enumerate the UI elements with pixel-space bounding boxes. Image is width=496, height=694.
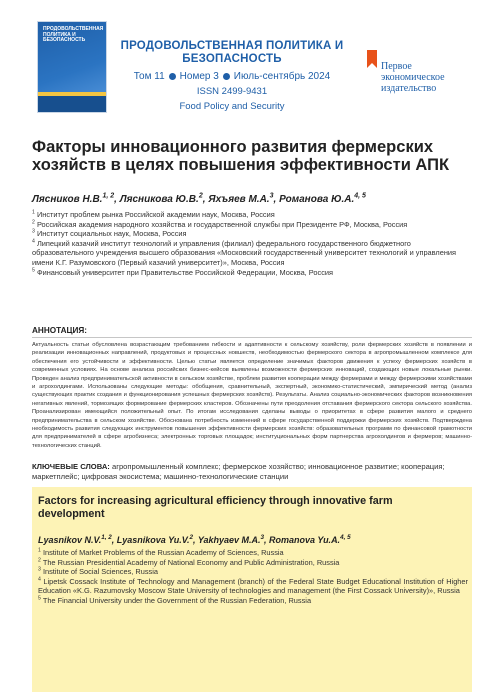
cover-bottom (38, 96, 106, 112)
keywords (32, 462, 472, 482)
affiliation-item: $^3$ Institute of Social Sciences, Russia (38, 566, 158, 577)
author-name: Yakhyaev M.A. (197, 535, 261, 545)
issue-number: Номер 3 (179, 71, 219, 82)
affiliations (32, 210, 472, 277)
journal-header (0, 0, 496, 118)
affiliation-item: $^5$ The Financial University under the Government of the Russian Federation, Russia (38, 595, 312, 605)
author-name: Яхъяев М.А. (208, 194, 270, 205)
bullet-icon (169, 73, 176, 80)
cover-title: ПРОДОВОЛЬСТВЕННАЯ ПОЛИТИКА И БЕЗОПАСНОСТЬ (43, 26, 104, 43)
keywords-text: агропромышленный комплекс; фермерское хозяйство; инновационное развитие; кооперация; маркетплейс; цифровая экосистема; машинно-технологические станции (32, 462, 445, 481)
affiliation-item: $^4$ Липецкий казачий институт технологий и управления (филиал) федерального государственного бюджетного образовательного учреждения высшего образования «Московский государственный университет технологий и управления имени К.Г. Разумовского (Первый казачий университет)», Москва, Россия (32, 238, 457, 267)
author-list: Лясников Н.В.$^{1, 2}$, Лясникова Ю.В.$^2$, Яхъяев М.А.$^3$, Романова Ю.А.$^{4, 5}$ (32, 192, 366, 205)
affiliation-item: $^1$ Институт проблем рынка Российской академии наук, Москва, Россия (32, 209, 275, 219)
annotation-heading: АННОТАЦИЯ: (32, 326, 87, 335)
author-name: Romanova Yu.A. (269, 535, 341, 545)
journal-cover-image (38, 22, 106, 112)
journal-title: ПРОДОВОЛЬСТВЕННАЯ ПОЛИТИКА И БЕЗОПАСНОСТЬ (120, 40, 344, 65)
issue-line (112, 71, 352, 82)
english-affiliations (38, 548, 468, 606)
author-name: Лясников Н.В. (32, 194, 103, 205)
affiliation-item: $^2$ The Russian Presidential Academy of National Economy and Public Administration, Russia (38, 557, 340, 567)
volume: Том 11 (133, 71, 165, 82)
issn: ISSN 2499-9431 (196, 86, 268, 97)
affiliation-item: $^1$ Institute of Market Problems of the Russian Academy of Sciences, Russia (38, 547, 284, 557)
english-summary-box (32, 487, 472, 692)
bookmark-flag-icon (367, 50, 377, 68)
affiliation-item: $^4$ Lipetsk Cossack Institute of Technology and Management (branch) of the Federal State Budget Educational Institution of Higher Education «K.G. Razumovsky Moscow State University of technologies and management (the First Cossack University)», Russia (38, 576, 468, 596)
author-name: Lyasnikova Yu.V. (116, 535, 190, 545)
annotation-text: Актуальность статьи обусловлена возрастающим требованием гибкости и адаптивности к сельскому хозяйству, роли фермерских хозяйств в появлении и реализации инновационных направлений, продуктовых и процессных новшеств, необходимостью фермерского сектора в агропромышленном комплексе для обеспечения его устойчивости и эффективности. Целью статьи является определение значимых факторов движения к успеху фермерских хозяйств в современных условиях. На основе анализа российских бизнес-кейсов выявлены возможности фермерских инноваций, создающих новые локальные рынки. Проведен анализ предпринимательской активности в сельском хозяйстве, проблем развития кооперации между фермерами и между фермерскими хозяйствами и агрохолдингами. Использованы следующие методы: обобщения, сравнительный, экспертный, экономико-статистический, эмпирический метод (анализ существующих практик создания и функционирования успешных фермерских хозяйств). Результаты. Анализ социально-экономических факторов возникновения негативных явлений, тормозящих формирование фермерских кластеров. Обозначены пути преодоления отставания фермерского сектора сельского хозяйства. Проанализирован имеющийся положительный опыт. По итогам исследования сделаны выводы о приоритетах в сфере развития малого и среднего предпринимательства в сельском хозяйстве. Обоснована потребность изменений в сфере государственной поддержки фермерских хозяйств. Подтверждена необходимость развития следующих инструментов повышения эффективности фермерских хозяйств: образовательных программ по финансовой грамотности для предпринимателей в сфере агробизнеса; электронных торговых площадок; институциональных форм партнерства агрохолдингов и фермеров; машинно-технологических станций. (32, 342, 472, 449)
author-name: Лясникова Ю.В. (119, 194, 199, 205)
publisher-name: Первое экономическое издательство (381, 61, 445, 94)
author-name: Lyasnikov N.V. (38, 535, 102, 545)
keywords-label: КЛЮЧЕВЫЕ СЛОВА: (32, 462, 110, 471)
author-name: Романова Ю.А. (279, 194, 355, 205)
affiliation-item: $^2$ Российская академия народного хозяйства и государственной службы при Президенте РФ, Москва, Россия (32, 219, 408, 229)
affiliation-item: $^3$ Институт социальных наук, Москва, Россия (32, 228, 187, 239)
english-author-list: Lyasnikov N.V.$^{1, 2}$, Lyasnikova Yu.V.$^2$, Yakhyaev M.A.$^3$, Romanova Yu.A.$^{4, 5}$ (38, 534, 351, 545)
affiliation-item: $^5$ Финансовый университет при Правительстве Российской Федерации, Москва, Россия (32, 267, 334, 277)
divider (32, 337, 472, 338)
english-title: Factors for increasing agricultural efficiency through innovative farm development (38, 495, 393, 520)
article-title: Факторы инновационного развития фермерских хозяйств в целях повышения эффективности АПК (32, 138, 450, 174)
journal-info (112, 40, 352, 112)
bullet-icon (223, 73, 230, 80)
journal-english-title: Food Policy and Security (179, 101, 285, 112)
issue-period: Июль-сентябрь 2024 (233, 71, 331, 82)
